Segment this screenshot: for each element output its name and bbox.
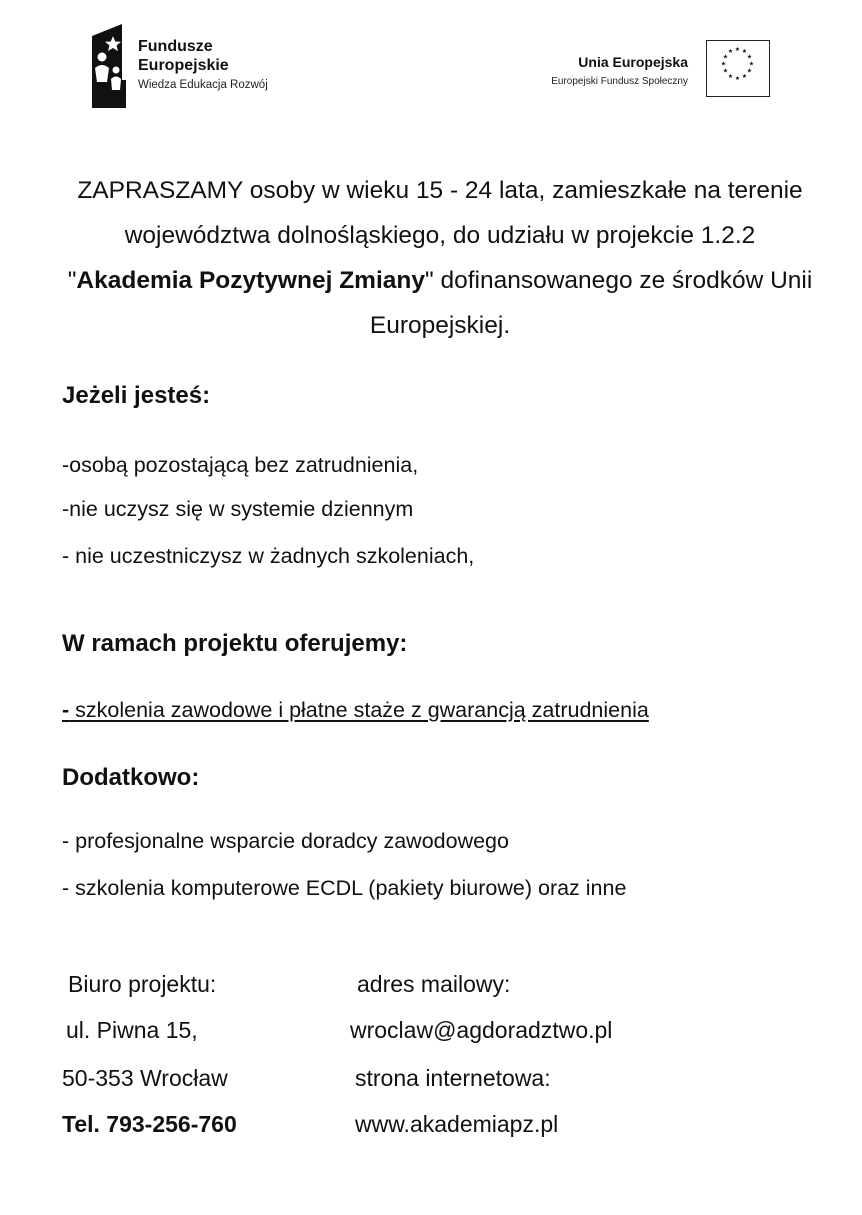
offer-heading: W ramach projektu oferujemy: xyxy=(62,630,408,657)
intro-paragraph xyxy=(60,168,820,348)
eligibility-item: -osobą pozostającą bez zatrudnienia, xyxy=(62,453,419,477)
offer-item xyxy=(62,698,649,723)
eligibility-item: - nie uczestniczysz w żadnych szkoleniach, xyxy=(62,544,475,568)
svg-text:★: ★ xyxy=(746,67,753,75)
offer-item-text: szkolenia zawodowe i płatne staże z gwarancją zatrudnienia xyxy=(69,698,649,722)
svg-text:★: ★ xyxy=(748,60,755,68)
eligibility-item: -nie uczysz się w systemie dziennym xyxy=(62,497,414,521)
project-name: Akademia Pozytywnej Zmiany xyxy=(76,267,425,294)
unia-europejska-logo xyxy=(548,40,770,100)
svg-text:★: ★ xyxy=(741,73,748,80)
ue-name: Unia Europejska xyxy=(578,54,688,70)
svg-text:★: ★ xyxy=(746,53,753,61)
intro-text-1: ZAPRASZAMY osoby w wieku 15 - 24 lata, zamieszkałe na terenie województwa dolnośląskiego, do udziału w projekcie 1.2.2 " xyxy=(67,177,803,294)
svg-text:★: ★ xyxy=(727,48,734,55)
svg-text:★: ★ xyxy=(741,48,748,55)
svg-text:★: ★ xyxy=(727,73,734,80)
email-link[interactable]: wroclaw@agdoradztwo.pl xyxy=(350,1017,613,1043)
email-label: adres mailowy: xyxy=(357,971,511,997)
svg-text:★: ★ xyxy=(722,53,729,61)
website-link[interactable]: www.akademiapz.pl xyxy=(355,1111,559,1137)
office-phone: Tel. 793-256-760 xyxy=(62,1111,237,1137)
fe-line2: Europejskie xyxy=(138,57,229,74)
office-label: Biuro projektu: xyxy=(68,971,217,997)
eligibility-heading: Jeżeli jesteś: xyxy=(62,382,211,409)
ue-text-block xyxy=(551,54,688,89)
fe-text-block xyxy=(138,37,268,93)
eu-funds-figure-icon xyxy=(92,24,126,108)
office-city: 50-353 Wrocław xyxy=(62,1065,228,1091)
office-street: ul. Piwna 15, xyxy=(66,1017,198,1043)
fe-line3: Wiedza Edukacja Rozwój xyxy=(138,79,268,91)
svg-text:★: ★ xyxy=(720,60,727,68)
additional-item: - szkolenia komputerowe ECDL (pakiety biurowe) oraz inne xyxy=(62,876,627,900)
additional-item: - profesjonalne wsparcie doradcy zawodowego xyxy=(62,829,509,853)
fundusze-europejskie-logo xyxy=(92,24,292,110)
offer-dash: - xyxy=(62,698,70,722)
svg-text:★: ★ xyxy=(734,75,741,82)
additional-heading: Dodatkowo: xyxy=(62,764,200,791)
website-label: strona internetowa: xyxy=(355,1065,551,1091)
svg-text:★: ★ xyxy=(734,46,741,53)
eu-stars-flag-icon xyxy=(706,40,770,97)
svg-text:★: ★ xyxy=(722,67,729,75)
intro-text-2: " dofinansowanego ze środków Unii Europejskiej. xyxy=(369,267,813,339)
fe-line1: Fundusze xyxy=(138,38,213,55)
ue-sub: Europejski Fundusz Społeczny xyxy=(551,76,688,87)
